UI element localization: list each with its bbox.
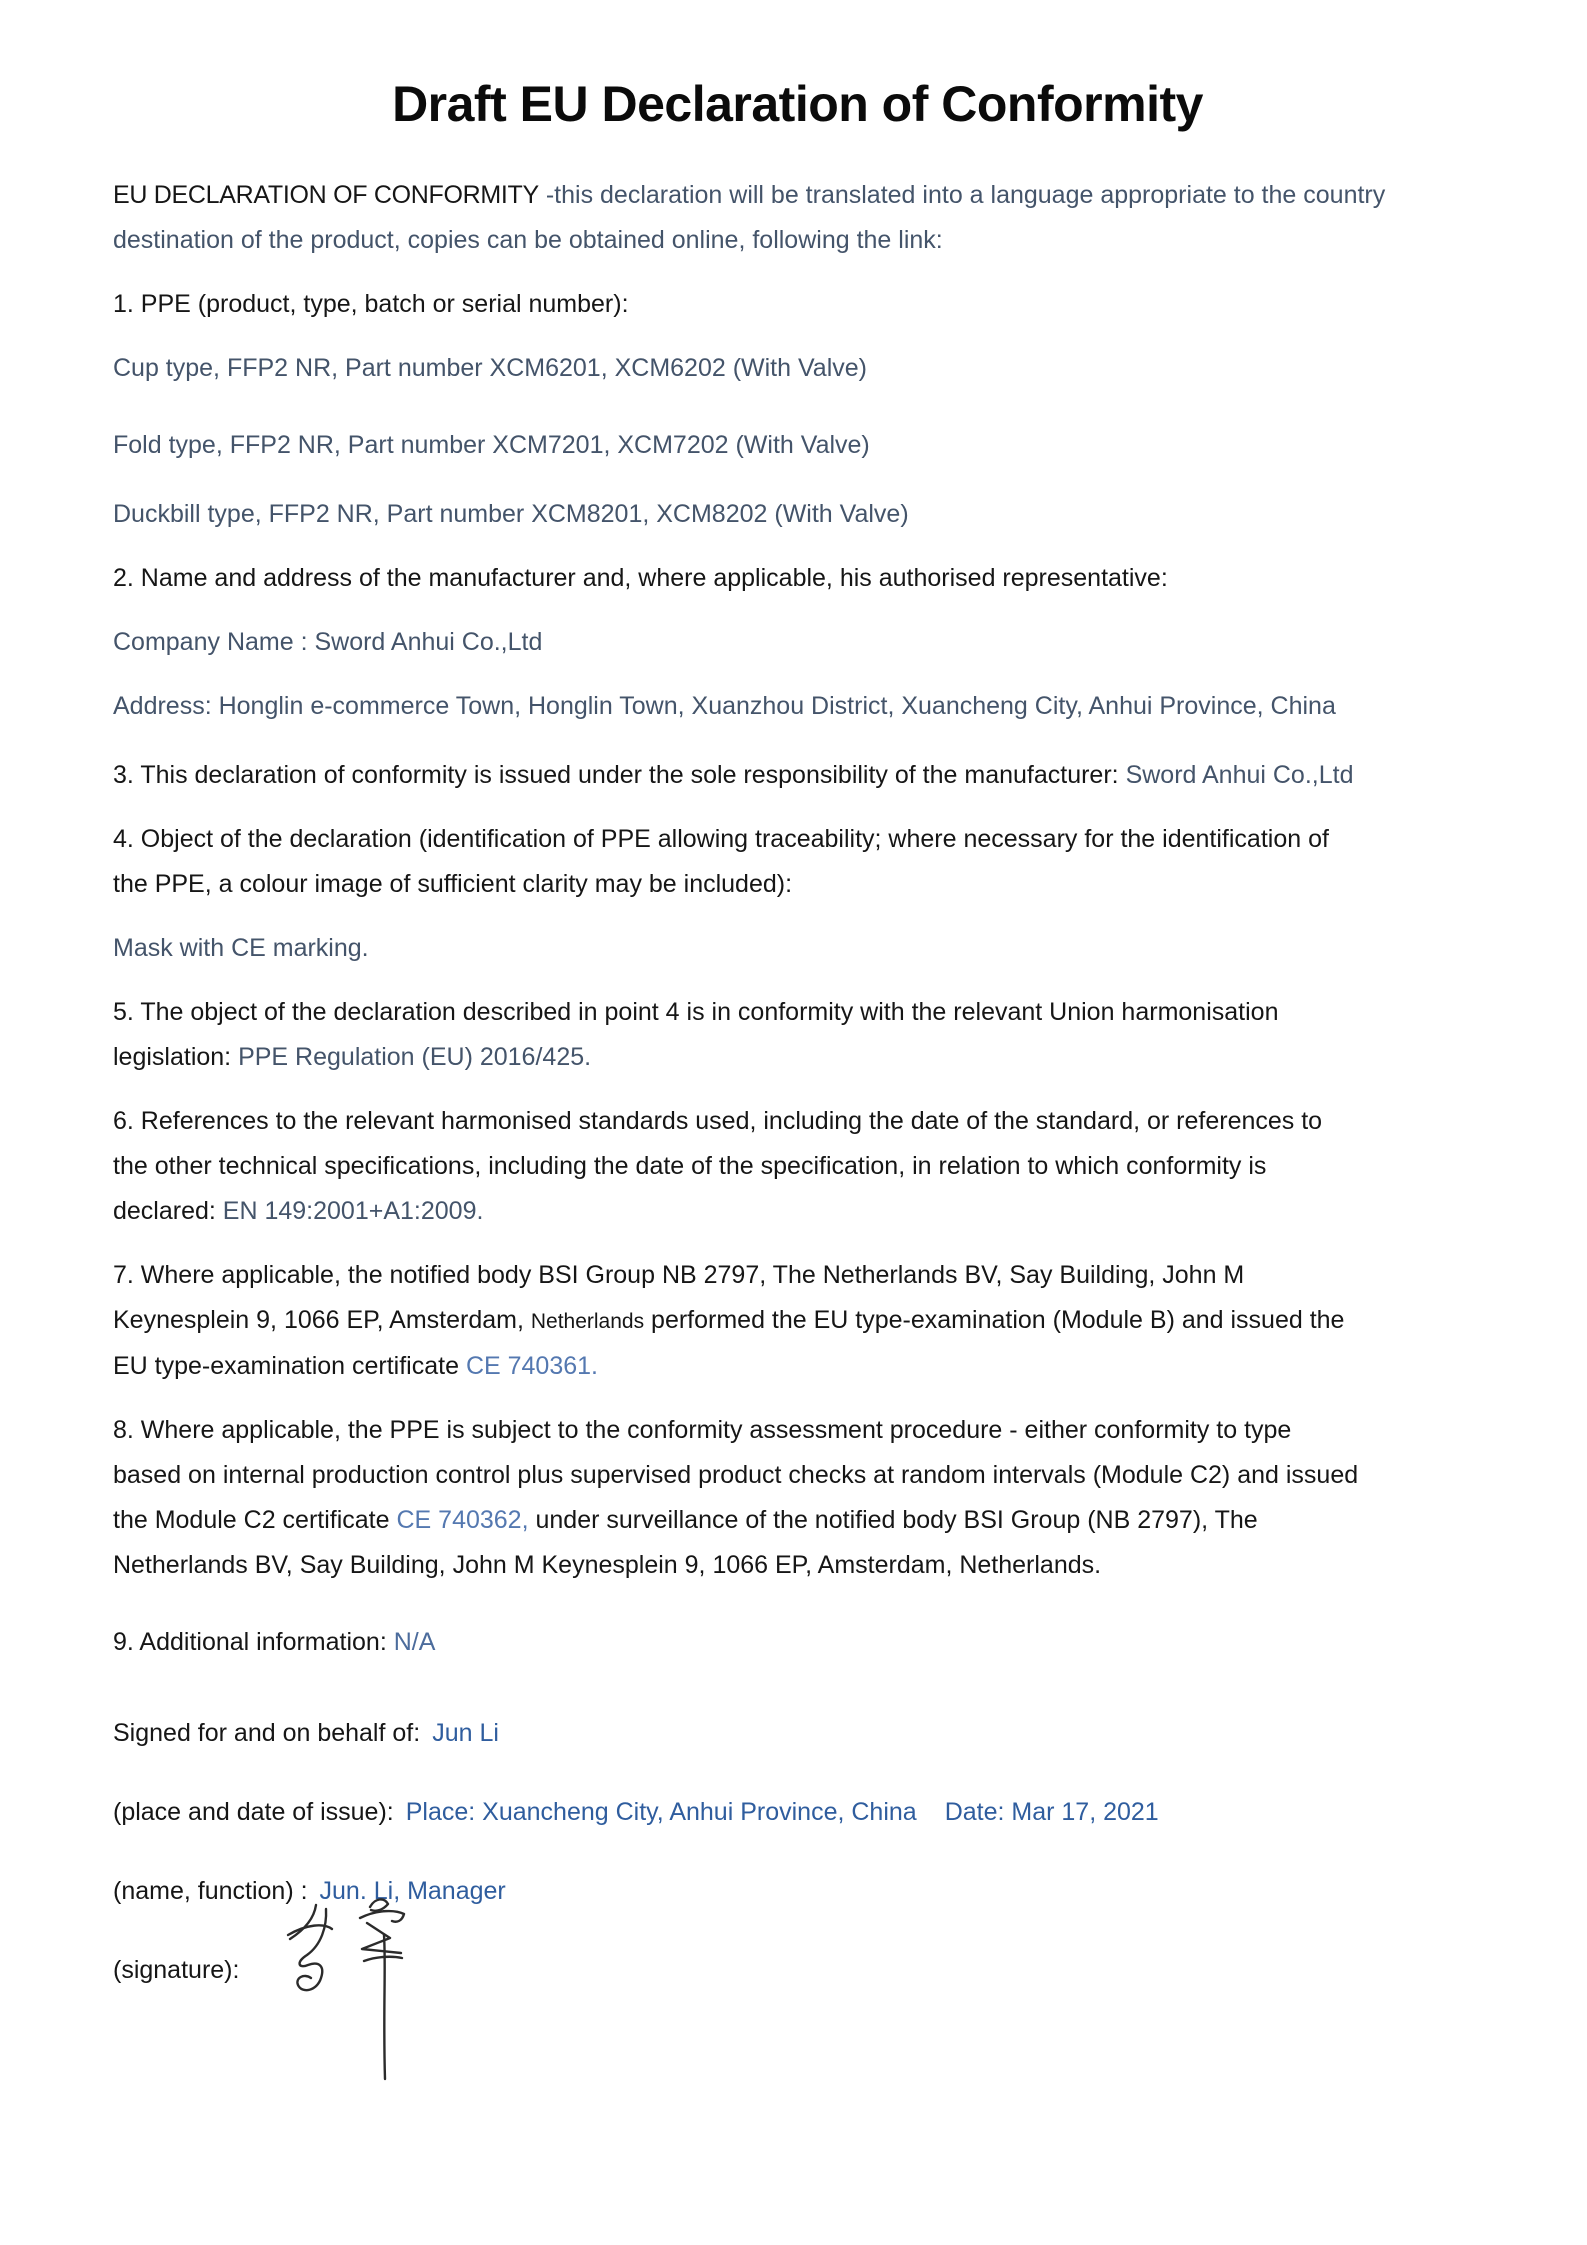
section-8-text-2: under surveillance of the notified body BSI Group (NB 2797), The Netherlands BV, Say Building, John M Keynesplein 9, 1066 EP, Amsterdam, Netherlands. <box>113 1506 1258 1579</box>
product-line-fold: Fold type, FFP2 NR, Part number XCM7201, XCM7202 (With Valve) <box>113 431 870 459</box>
regulation-reference: PPE Regulation (EU) 2016/425. <box>238 1043 592 1071</box>
intro-text: -this declaration will be translated into a language appropriate to the country destination of the product, copies can be obtained online, following the link: <box>113 181 1386 254</box>
section-7-text-2: performed the EU type-examination (Module B) and issued the EU type-examination certificate <box>113 1306 1345 1380</box>
certificate-number-2: CE 740362, <box>396 1506 529 1534</box>
signature-row <box>113 1948 1482 1993</box>
section-9-paragraph <box>113 1620 1482 1665</box>
section-7-text-1: 7. Where applicable, the notified body BSI Group NB 2797, The Netherlands BV, Say Building, John M Keynesplein 9, 1066 EP, Amsterdam, <box>113 1261 1245 1334</box>
product-line-cup: Cup type, FFP2 NR, Part number XCM6201, XCM6202 (With Valve) <box>113 354 867 382</box>
signoff-block <box>113 1711 1482 1993</box>
section-8-paragraph <box>113 1408 1363 1588</box>
place-date-row <box>113 1790 1482 1835</box>
section-3-paragraph <box>113 753 1363 798</box>
product-line-duckbill: Duckbill type, FFP2 NR, Part number XCM8201, XCM8202 (With Valve) <box>113 500 909 528</box>
signed-value: Jun Li <box>432 1719 499 1747</box>
additional-info-value: N/A <box>393 1628 436 1656</box>
manufacturer-name: Sword Anhui Co.,Ltd <box>1125 761 1354 789</box>
name-function-label: (name, function) : <box>113 1877 308 1905</box>
section-8-text-1: 8. Where applicable, the PPE is subject to the conformity assessment procedure - either conformity to type based on internal production control plus supervised product checks at random intervals (Module C2) and issued the Module C2 certificate <box>113 1416 1359 1534</box>
company-name-line: Company Name : Sword Anhui Co.,Ltd <box>113 628 543 656</box>
address-line: Address: Honglin e-commerce Town, Honglin Town, Xuanzhou District, Xuancheng City, Anhui Province, China <box>113 692 1336 720</box>
place-value: Place: Xuancheng City, Anhui Province, China <box>405 1798 917 1826</box>
section-7-text-small: Netherlands <box>530 1310 645 1333</box>
signature-label: (signature): <box>113 1956 240 1984</box>
signed-row <box>113 1711 1482 1756</box>
section-4-heading: 4. Object of the declaration (identification of PPE allowing traceability; where necessary for the identification of the PPE, a colour image of sufficient clarity may be included): <box>113 825 1329 898</box>
section-7-paragraph <box>113 1253 1363 1389</box>
intro-label: EU DECLARATION OF CONFORMITY <box>113 181 539 209</box>
place-date-label: (place and date of issue): <box>113 1798 394 1826</box>
standard-reference: EN 149:2001+A1:2009. <box>222 1197 484 1225</box>
section-6-text: 6. References to the relevant harmonised standards used, including the date of the standard, or references to the other technical specifications, including the date of the specification, in relation to which conformity is declared: <box>113 1107 1323 1225</box>
section-6-paragraph <box>113 1099 1363 1234</box>
date-value: Date: Mar 17, 2021 <box>944 1798 1159 1826</box>
certificate-number-1: CE 740361. <box>465 1352 598 1380</box>
section-9-text: 9. Additional information: <box>113 1628 394 1656</box>
section-2-heading: 2. Name and address of the manufacturer and, where applicable, his authorised representative: <box>113 564 1168 592</box>
signature-image <box>283 1893 423 2088</box>
section-1-heading: 1. PPE (product, type, batch or serial number): <box>113 290 629 318</box>
section-5-text: 5. The object of the declaration described in point 4 is in conformity with the relevant Union harmonisation legislation: <box>113 998 1279 1071</box>
section-5-paragraph <box>113 990 1363 1080</box>
signed-label: Signed for and on behalf of: <box>113 1719 421 1747</box>
intro-paragraph <box>113 173 1413 263</box>
object-value-line: Mask with CE marking. <box>113 934 369 962</box>
section-3-text: 3. This declaration of conformity is issued under the sole responsibility of the manufacturer: <box>113 761 1126 789</box>
document-title: Draft EU Declaration of Conformity <box>392 76 1203 132</box>
name-function-value: Jun. Li, Manager <box>319 1877 506 1905</box>
